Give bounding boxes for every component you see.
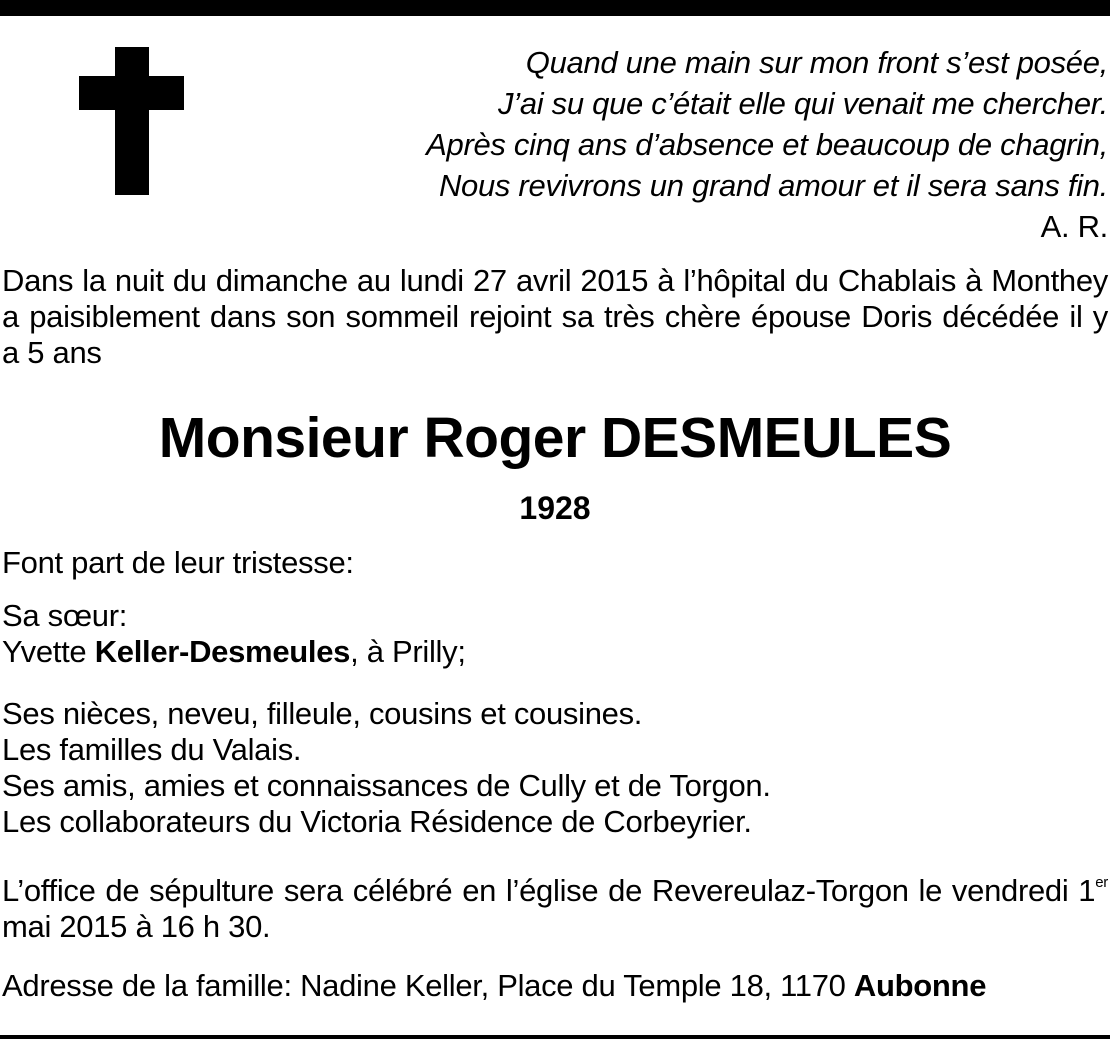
service-superscript: er [1095,874,1108,891]
address-text: Adresse de la famille: Nadine Keller, Place du Temple 18, 1170 [2,968,854,1003]
font-part-line: Font part de leur tristesse: [2,545,354,580]
sister-section [2,598,1108,670]
address-town: Aubonne [853,968,987,1003]
relatives-line: Ses nièces, neveu, filleule, cousins et cousines. [2,696,643,731]
poem-line: J’ai su que c’était elle qui venait me chercher. [498,86,1108,121]
relatives-line: Les familles du Valais. [2,732,302,767]
poem [348,42,1108,247]
service-text: L’office de sépulture sera célébré en l’église de Revereulaz-Torgon le vendredi 1 [2,873,1096,908]
relatives-line: Ses amis, amies et connaissances de Cully et de Torgon. [2,768,771,803]
deceased-name: Monsieur Roger DESMEULES [158,406,952,470]
relatives-list [2,696,1108,840]
poem-line: Après cinq ans d’absence et beaucoup de chagrin, [426,127,1108,162]
service-time: mai 2015 à 16 h 30. [2,909,271,944]
poem-line: Nous revivrons un grand amour et il sera sans fin. [438,168,1108,203]
intro-paragraph: Dans la nuit du dimanche au lundi 27 avril 2015 à l’hôpital du Chablais à Monthey a paisiblement dans son sommeil rejoint sa très chère épouse Doris décédée il y a 5 ans [2,263,1108,370]
family-address [2,968,1108,1004]
poem-line: Quand une main sur mon front s’est posée, [525,45,1108,80]
service-paragraph [2,873,1108,945]
relatives-line: Les collaborateurs du Victoria Résidence de Corbeyrier. [2,804,752,839]
poem-author: A. R. [1040,209,1108,244]
sister-entry [2,634,1108,670]
bottom-border-rule [0,1035,1110,1039]
cross-icon [79,47,184,195]
sister-heading: Sa sœur: [2,598,128,633]
sister-place: , à Prilly; [350,634,466,669]
sister-first-name: Yvette [2,634,87,669]
birth-year: 1928 [519,490,591,526]
sister-last-name: Keller-Desmeules [94,634,351,669]
top-border-rule [0,0,1110,16]
